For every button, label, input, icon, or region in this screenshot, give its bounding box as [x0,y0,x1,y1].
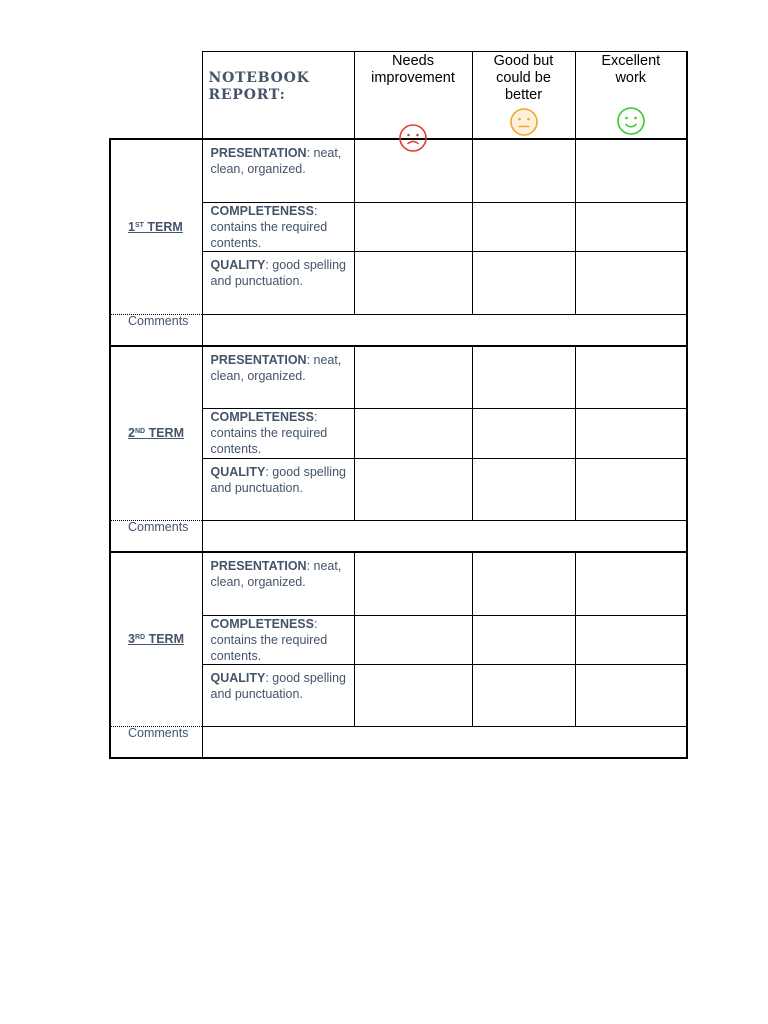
rating-cell[interactable] [472,615,575,664]
term-1-comments-row [110,314,687,346]
comments-field[interactable] [202,520,687,552]
term-3-label-cell [110,552,202,726]
term-2-label-cell [110,346,202,520]
rating-cell[interactable] [575,552,687,615]
comments-label: Comments [128,725,189,740]
rating-cell[interactable] [472,458,575,520]
rating-cell[interactable] [575,346,687,408]
rating-label-good-but-could-be-better: Good but could be better [493,53,554,103]
rating-cell[interactable] [575,664,687,726]
comments-label-cell [110,520,202,552]
rating-cell[interactable] [575,251,687,314]
criterion-presentation: PRESENTATION: neat, clean, organized. [202,139,354,202]
header-row [110,52,687,140]
criterion-quality: QUALITY: good spelling and punctuation. [202,664,354,726]
rating-cell[interactable] [472,552,575,615]
term-2-label: 2ND TERM [128,426,184,441]
rating-cell[interactable] [472,139,575,202]
rating-cell[interactable] [354,664,472,726]
sad-face-icon [398,123,428,153]
term-1-label-cell [110,139,202,314]
rating-cell[interactable] [472,346,575,408]
comments-field[interactable] [202,314,687,346]
rating-cell[interactable] [354,346,472,408]
rating-cell[interactable] [354,251,472,314]
rating-header-excellent-work [575,52,687,140]
rating-cell[interactable] [472,664,575,726]
rating-cell[interactable] [575,139,687,202]
rating-header-good-but-could-be-better [472,52,575,140]
rating-header-needs-improvement [354,52,472,140]
rating-cell[interactable] [575,408,687,458]
rating-cell[interactable] [354,408,472,458]
term-2-presentation-row [110,346,687,408]
rating-cell[interactable] [354,615,472,664]
notebook-report-table [109,51,688,759]
happy-face-icon [616,106,646,136]
comments-label-cell [110,726,202,758]
neutral-face-icon [509,107,539,137]
criterion-completeness: COMPLETENESS: contains the required contents. [202,202,354,251]
rating-cell[interactable] [575,458,687,520]
term-3-comments-row [110,726,687,758]
comments-field[interactable] [202,726,687,758]
comments-label: Comments [128,313,189,328]
rating-cell[interactable] [472,408,575,458]
rating-label-excellent-work: Excellent work [601,53,661,86]
rating-cell[interactable] [575,202,687,251]
criterion-completeness: COMPLETENESS: contains the required contents. [202,408,354,458]
rating-cell[interactable] [472,251,575,314]
rating-cell[interactable] [354,458,472,520]
comments-label-cell [110,314,202,346]
rating-cell[interactable] [354,552,472,615]
criterion-quality: QUALITY: good spelling and punctuation. [202,458,354,520]
term-3-label: 3RD TERM [128,632,184,647]
report-title-cell [202,52,354,140]
report-title: NOTEBOOK REPORT: [208,70,310,103]
term-3-presentation-row [110,552,687,615]
rating-cell[interactable] [472,202,575,251]
criterion-quality: QUALITY: good spelling and punctuation. [202,251,354,314]
comments-label: Comments [128,519,189,534]
criterion-completeness: COMPLETENESS: contains the required contents. [202,615,354,664]
criterion-presentation: PRESENTATION: neat, clean, organized. [202,346,354,408]
term-1-label: 1ST TERM [128,219,183,234]
rating-label-needs-improvement: Needs improvement [371,53,455,86]
term-2-comments-row [110,520,687,552]
criterion-presentation: PRESENTATION: neat, clean, organized. [202,552,354,615]
rating-cell[interactable] [575,615,687,664]
header-blank-cell [110,52,202,140]
rating-cell[interactable] [354,202,472,251]
